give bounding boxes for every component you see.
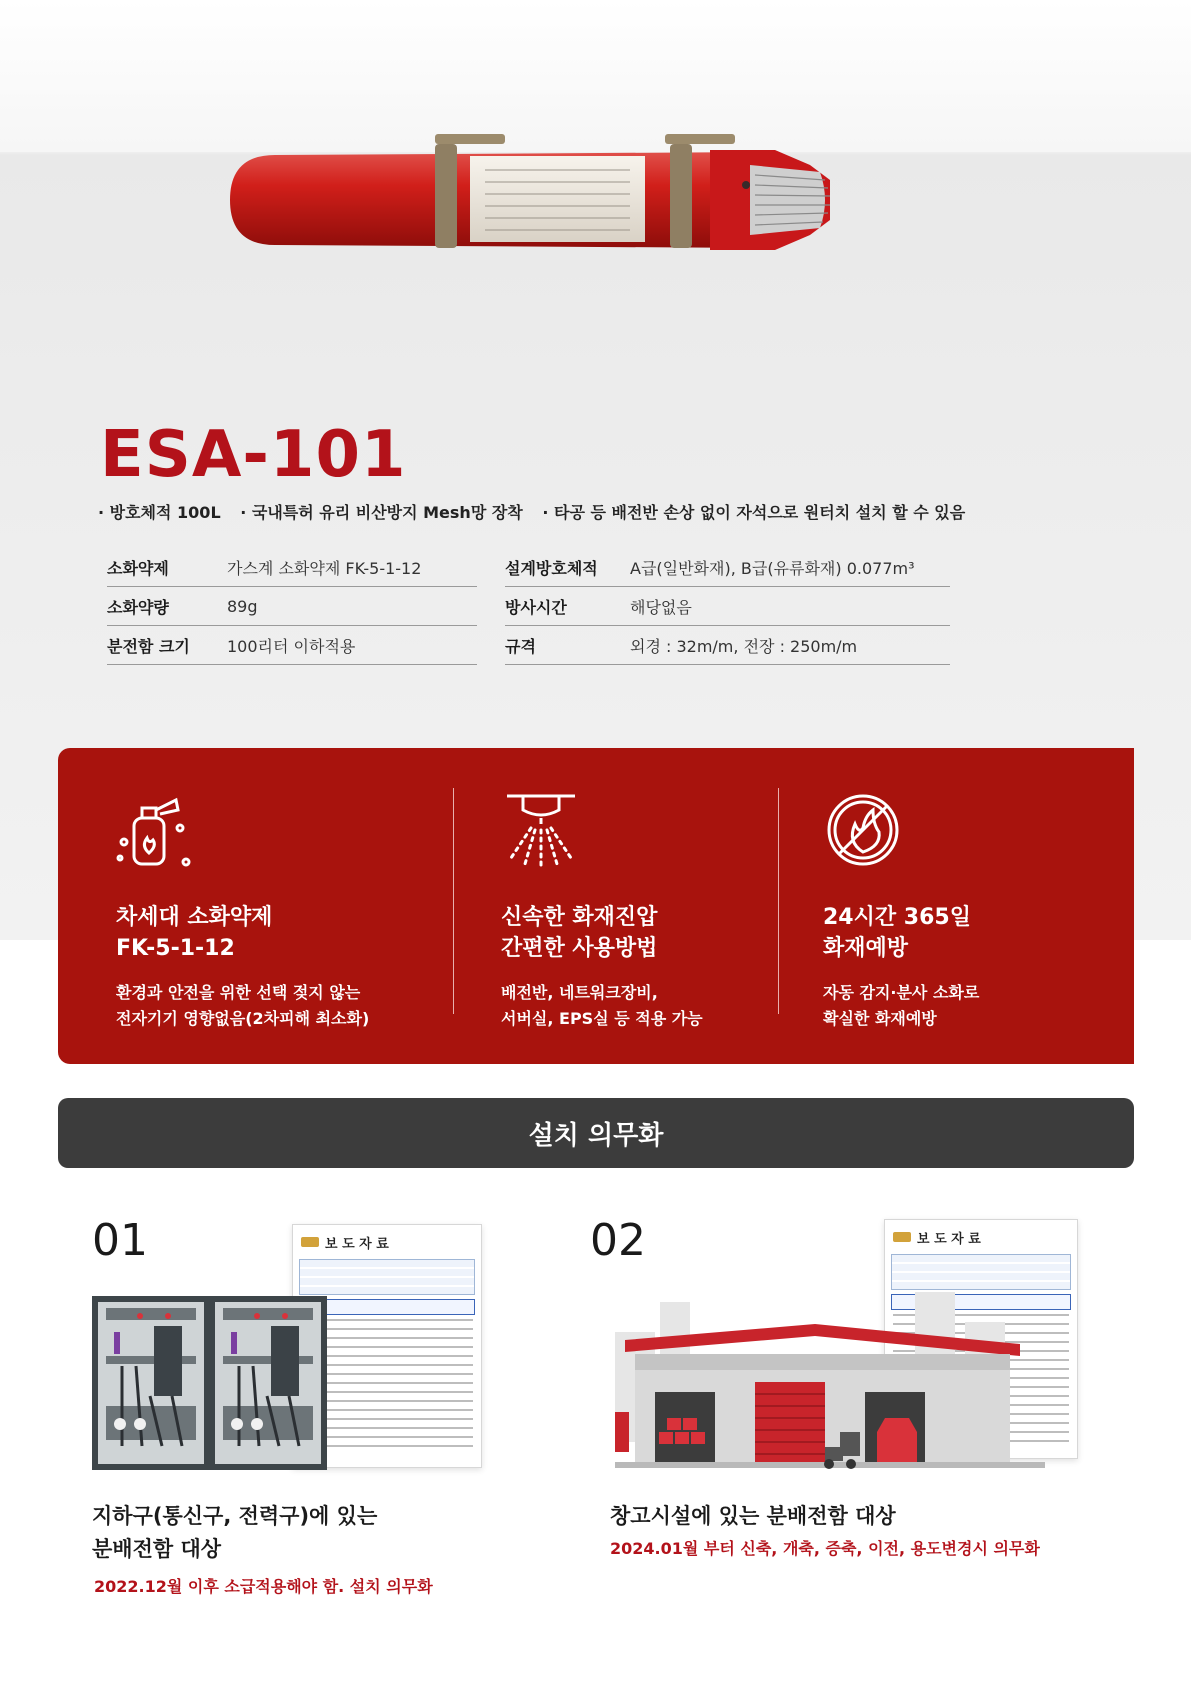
case-title-line: 지하구(통신구, 전력구)에 있는 [92,1504,378,1528]
spec-key: 소화약량 [107,597,169,617]
benefit-title: FK-5-1-12 [116,936,235,961]
case-note: 2024.01월 부터 신축, 개축, 증축, 이전, 용도변경시 의무화 [610,1539,1040,1558]
spec-value: A급(일반화재), B급(유류화재) 0.077m³ [630,558,915,578]
mandatory-installation-banner: 설치 의무화 [58,1098,1134,1168]
case-title [610,1500,1110,1533]
spec-key: 소화약제 [107,558,169,578]
benefit-desc [116,980,456,1032]
feature-item: · 국내특허 유리 비산방지 Mesh망 장착 [240,503,523,522]
spec-row [505,587,950,626]
benefit-card [823,788,1163,1032]
benefit-desc-line: 확실한 화재예방 [823,1009,937,1028]
case-title-line: 분배전함 대상 [92,1537,222,1561]
benefit-title: 신속한 화재진압 [501,905,658,930]
feature-item: · 방호체적 100L [98,503,221,522]
no-fire-icon [823,788,903,872]
doc-title: 보 도 자 료 [917,1231,981,1247]
benefit-desc-line: 배전반, 네트워크장비, [501,983,658,1002]
spec-value: 89g [227,596,258,616]
benefit-card [501,788,841,1032]
benefit-desc-line: 자동 감지·분사 소화로 [823,983,980,1002]
doc-title: 보 도 자 료 [325,1236,389,1252]
emblem-icon [301,1237,319,1247]
case-note: 2022.12월 이후 소급적용해야 함. 설치 의무화 [94,1577,433,1596]
spec-key: 방사시간 [505,597,567,617]
case-title-line: 창고시설에 있는 분배전함 대상 [610,1504,896,1528]
benefit-desc-line: 환경과 안전을 위한 선택 젖지 않는 [116,983,361,1002]
benefit-desc-line: 서버실, EPS실 등 적용 가능 [501,1009,703,1028]
benefit-desc-line: 전자기기 영향없음(2차피해 최소화) [116,1009,370,1028]
benefit-desc [501,980,841,1032]
benefit-desc [823,980,1163,1032]
sprinkler-icon [501,788,581,872]
doc-header [885,1220,1077,1254]
spec-key: 규격 [505,636,536,656]
fire-extinguisher-tube-image [230,130,900,270]
case-number: 02 [590,1215,646,1266]
benefit-title: 차세대 소화약제 [116,905,273,930]
doc-info-table [299,1259,475,1295]
benefit-card [116,788,456,1032]
spec-table-left [107,548,477,665]
warehouse-illustration [615,1262,1045,1482]
feature-item: · 타공 등 배전반 손상 없이 자석으로 원터치 설치 할 수 있음 [542,503,966,522]
feature-list [98,500,1148,523]
spec-row [505,626,950,665]
spec-value: 외경 : 32m/m, 전장 : 250m/m [630,636,858,656]
distribution-panel-illustration [92,1296,327,1470]
spec-row [505,548,950,587]
benefit-title: 화재예방 [823,936,909,961]
benefit-title: 간편한 사용방법 [501,936,658,961]
doc-header [293,1225,481,1259]
spec-row [107,548,477,587]
case-title [92,1500,512,1566]
spec-value: 100리터 이하적용 [227,636,356,656]
spec-table-right [505,548,950,665]
benefits-panel [58,748,1134,1064]
case-number: 01 [92,1215,148,1266]
spec-row [107,587,477,626]
benefit-title: 24시간 365일 [823,905,971,930]
fire-extinguisher-icon [116,788,196,872]
spec-value: 가스계 소화약제 FK-5-1-12 [227,558,422,578]
spec-row [107,626,477,665]
spec-key: 설계방호체적 [505,558,598,578]
product-title: ESA-101 [100,418,407,492]
emblem-icon [893,1232,911,1242]
spec-value: 해당없음 [630,597,692,617]
spec-key: 분전함 크기 [107,636,190,656]
